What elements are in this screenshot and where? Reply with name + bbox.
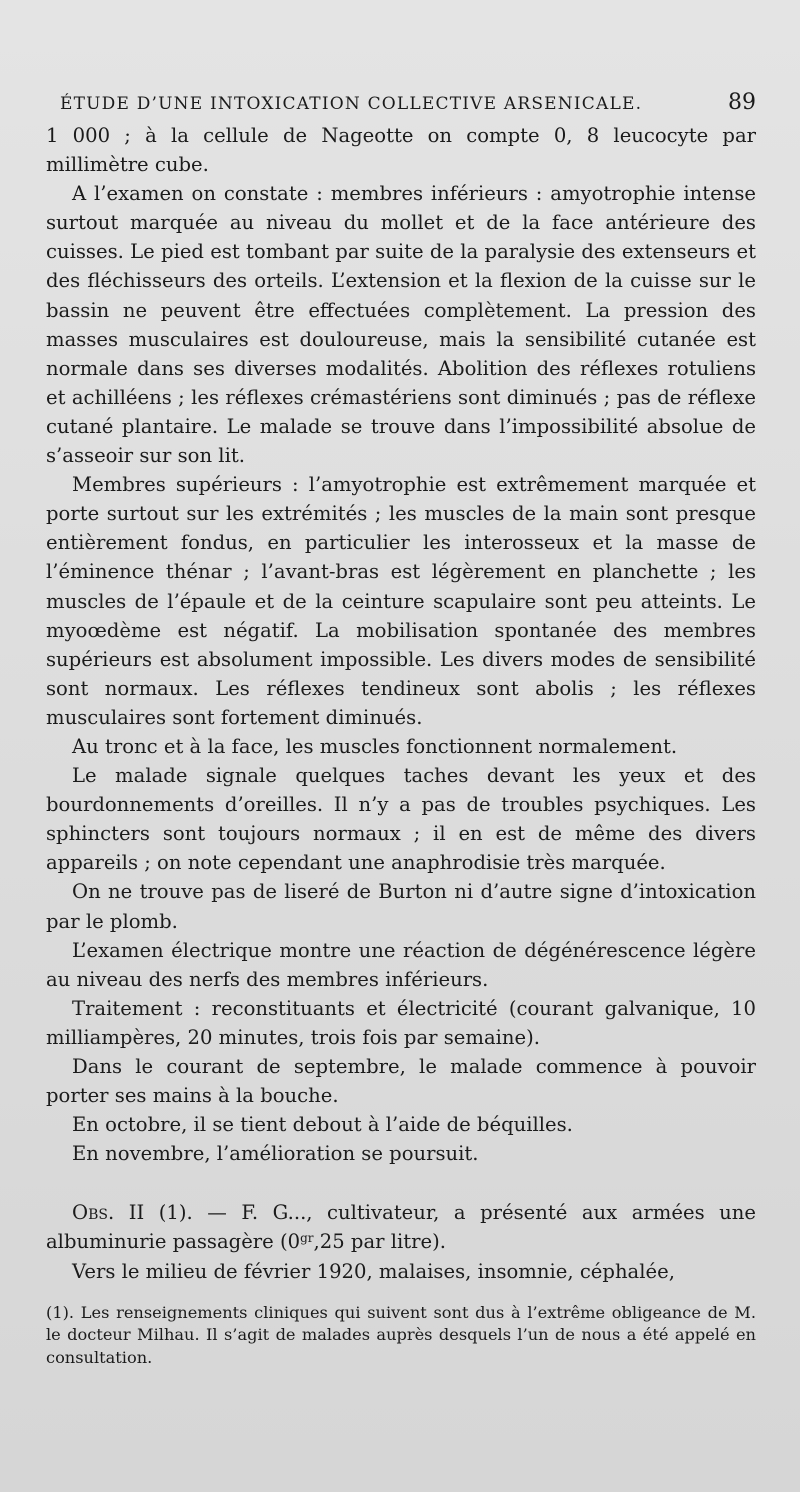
page-body <box>46 121 756 1286</box>
paragraph: L’examen électrique montre une réaction de dégénérescence légère au niveau des nerfs des membres inférieurs. <box>46 938 756 991</box>
footnote-text: (1). Les renseignements cliniques qui suivent sont dus à l’extrême obligeance de M. le docteur Milhau. Il s’agit de malades auprès desquels l’un de nous a été appelé en consultation. <box>46 1302 756 1367</box>
observation-label: Obs. II <box>72 1201 145 1225</box>
paragraph: En octobre, il se tient debout à l’aide de béquilles. <box>72 1113 573 1137</box>
running-title: ÉTUDE D’UNE INTOXICATION COLLECTIVE ARSENICALE. <box>60 94 643 114</box>
paragraph: Vers le milieu de février 1920, malaises, insomnie, céphalée, <box>72 1259 675 1283</box>
footnote <box>46 1302 756 1370</box>
observation-text: (1). — F. G..., cultivateur, a présenté aux armées une albuminurie passagère (0 <box>46 1201 756 1254</box>
paragraph: Au tronc et à la face, les muscles fonctionnent normalement. <box>72 734 678 758</box>
page-number: 89 <box>728 90 756 115</box>
paragraph: A l’examen on constate : membres inférieurs : amyotrophie intense surtout marquée au niveau du mollet et de la face antérieure des cuisses. Le pied est tombant par suite de la paralysie des extenseurs et des fléchisseurs des orteils. L’extension et la flexion de la cuisse sur le bassin ne peuvent être effectuées complètement. La pression des masses musculaires est douloureuse, mais la sensibilité cutanée est normale dans ses diverses modalités. Abolition des réflexes rotuliens et achilléens ; les réflexes crémastériens sont diminués ; pas de réflexe cutané plantaire. Le malade se trouve dans l’impossibilité absolue de s’asseoir sur son lit. <box>46 182 756 468</box>
observation-text-end: ,25 par litre). <box>313 1230 446 1254</box>
paragraph: Traitement : reconstituants et électricité (courant galvanique, 10 milliampères, 20 minutes, trois fois par semaine). <box>46 996 756 1049</box>
paragraph: Membres supérieurs : l’amyotrophie est extrêmement marquée et porte surtout sur les extrémités ; les muscles de la main sont presque entièrement fondus, en particulier les interosseux et la masse de l’éminence thénar ; l’avant-bras est légèrement en planchette ; les muscles de l’épaule et de la ceinture scapulaire sont peu atteints. Le myoœdème est négatif. La mobilisation spontanée des membres supérieurs est absolument impossible. Les divers modes de sensibilité sont normaux. Les réflexes tendineux sont abolis ; les réflexes musculaires sont fortement diminués. <box>46 473 756 729</box>
paragraph: Dans le courant de septembre, le malade commence à pouvoir porter ses mains à la bouche. <box>46 1055 756 1108</box>
paragraph: 1 000 ; à la cellule de Nageotte on compte 0, 8 leucocyte par millimètre cube. <box>46 124 756 177</box>
paragraph: En novembre, l’amélioration se poursuit. <box>72 1142 479 1166</box>
unit-superscript: gr <box>300 1231 314 1246</box>
page-header <box>60 90 756 115</box>
observation-heading-paragraph <box>46 1198 756 1256</box>
paragraph: On ne trouve pas de liseré de Burton ni d’autre signe d’intoxication par le plomb. <box>46 880 756 933</box>
paragraph: Le malade signale quelques taches devant les yeux et des bourdonnements d’oreilles. Il n’y a pas de troubles psychiques. Les sphincters sont toujours normaux ; il en est de même des divers appareils ; on note cependant une anaphrodisie très marquée. <box>46 764 756 875</box>
